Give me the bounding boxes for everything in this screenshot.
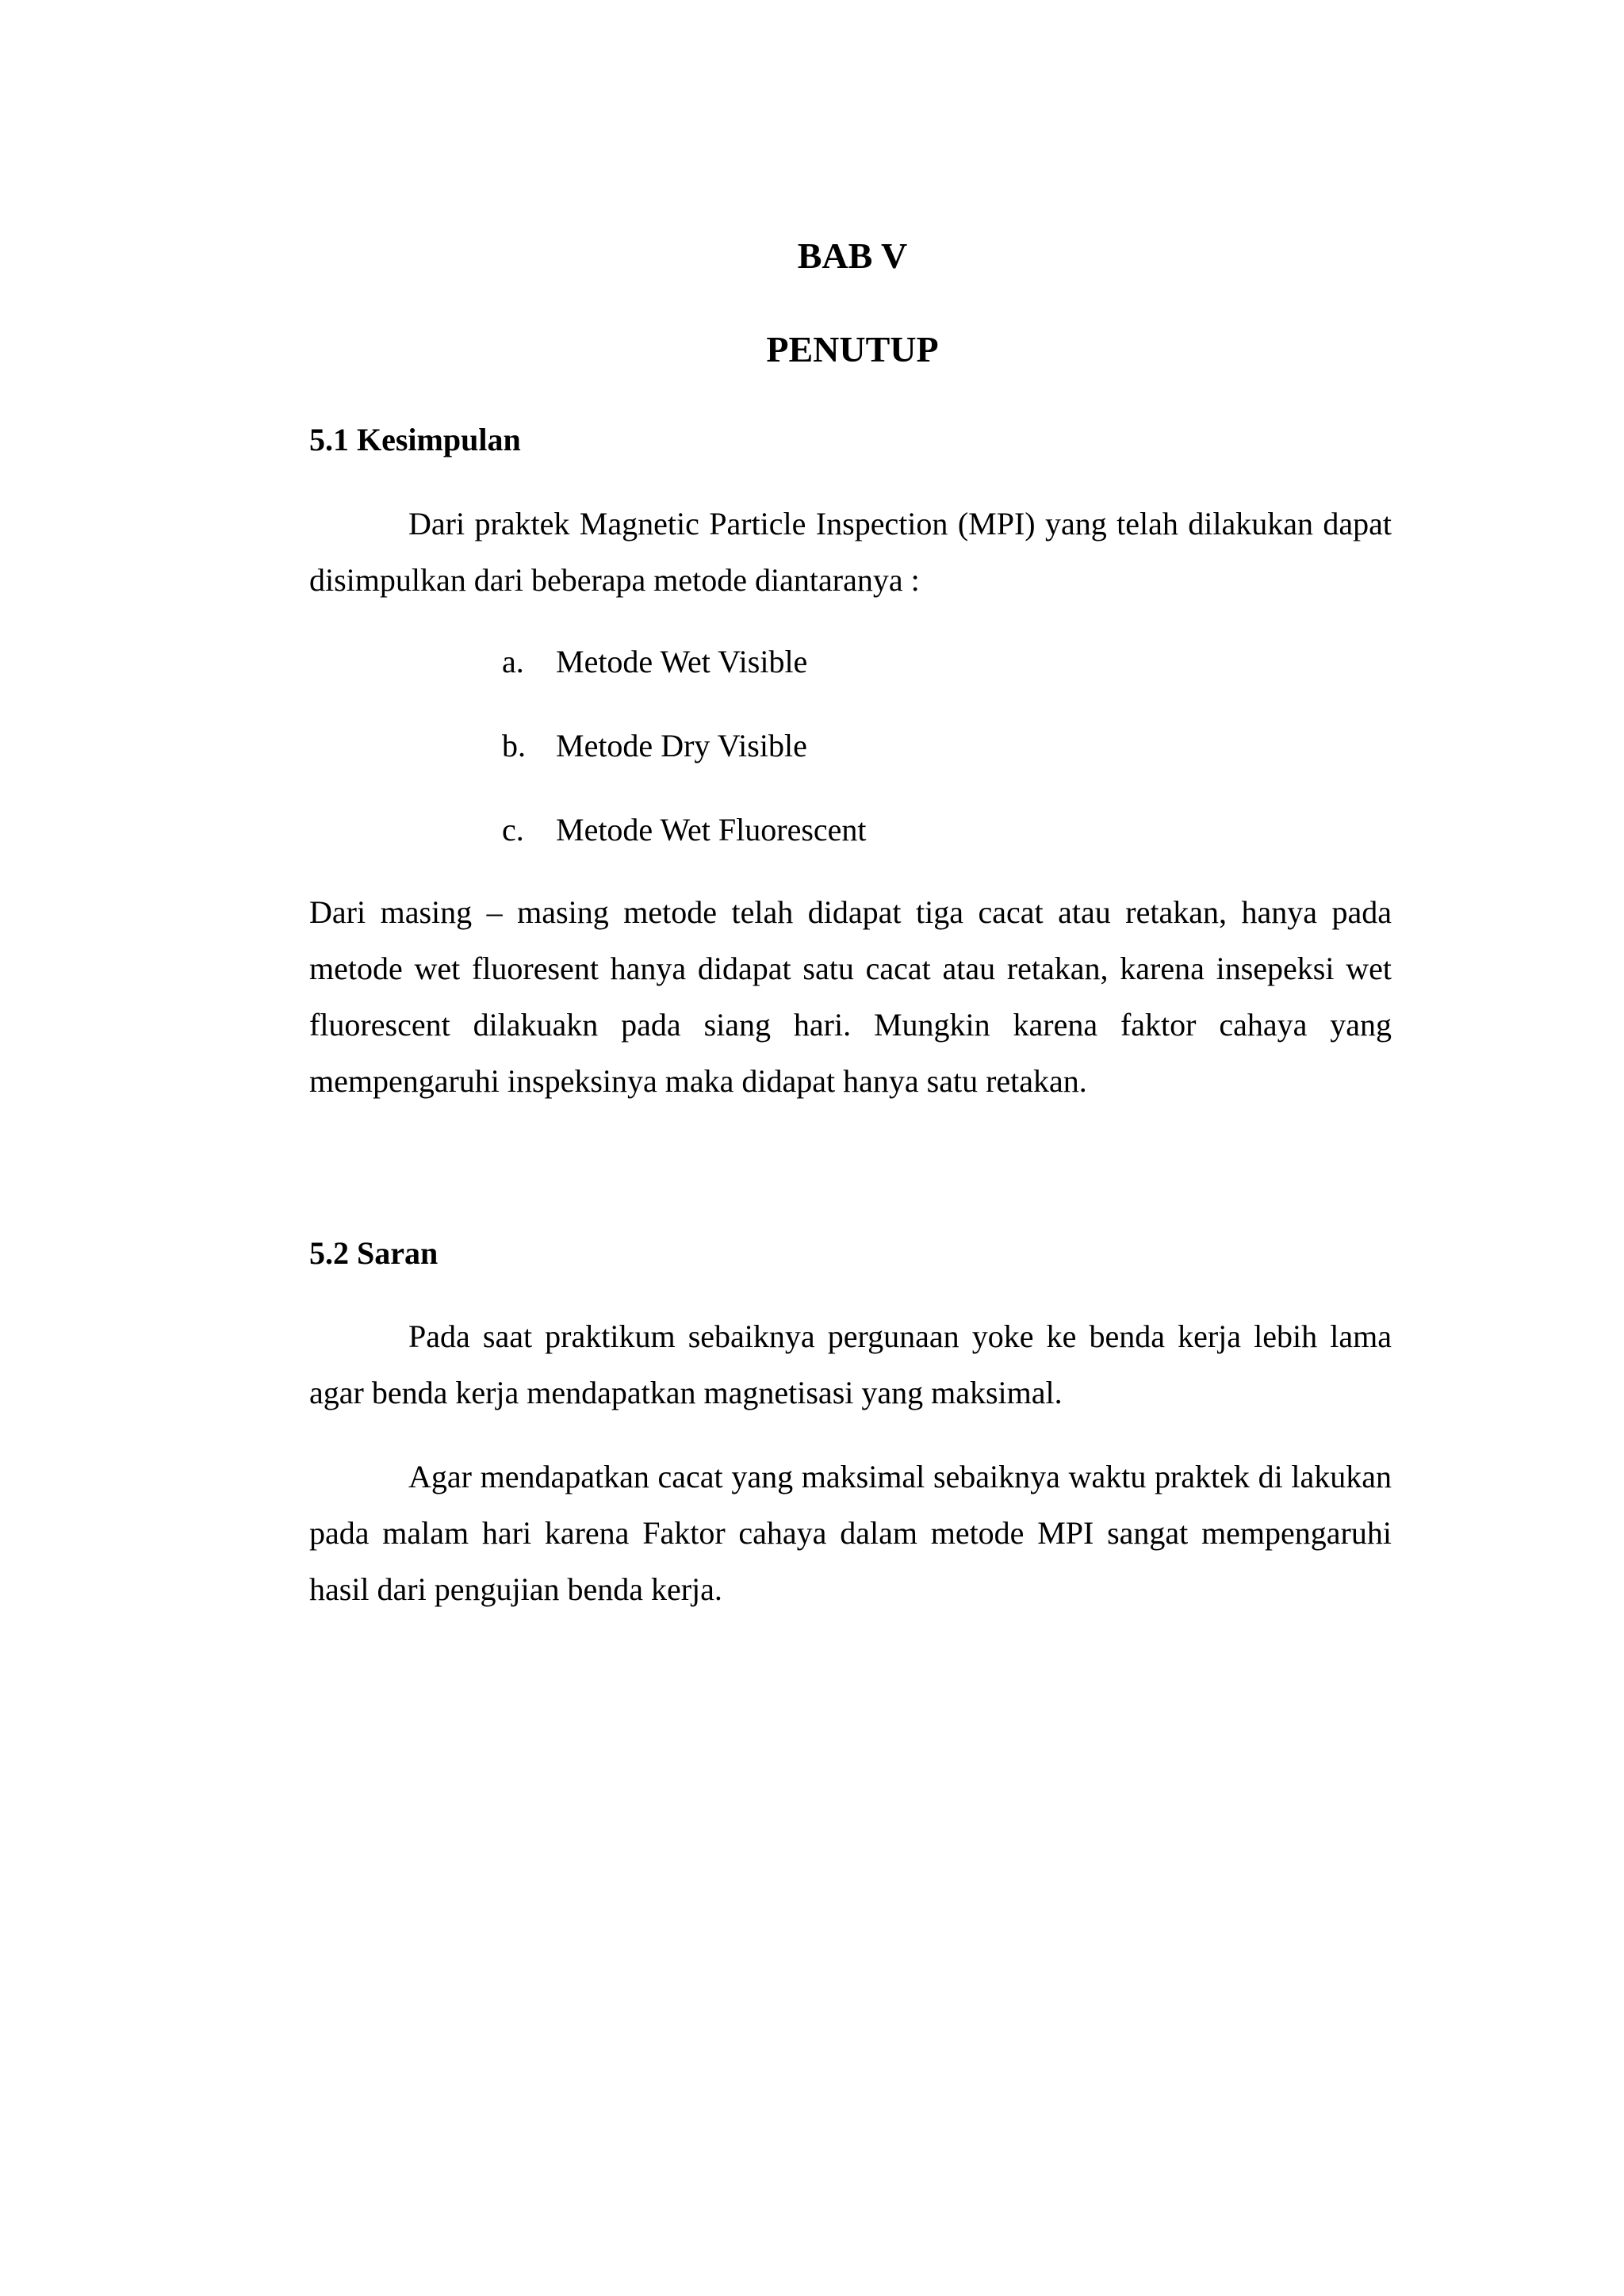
saran-paragraph: Pada saat praktikum sebaiknya pergunaan yoke ke benda kerja lebih lama agar benda kerja mendapatkan magnetisasi yang maksimal.: [309, 1318, 1392, 1410]
list-item-text: Metode Wet Fluorescent: [556, 812, 867, 848]
list-marker: c.: [502, 812, 524, 848]
chapter-number: BAB V: [797, 235, 908, 276]
list-item: [502, 726, 807, 766]
section-heading-saran: 5.2 Saran: [309, 1235, 439, 1271]
list-marker: a.: [502, 644, 524, 679]
chapter-title: PENUTUP: [766, 329, 939, 369]
kesimpulan-conclusion-paragraph: Dari masing – masing metode telah didapat tiga cacat atau retakan, hanya pada metode wet fluoresent hanya didapat satu cacat atau retakan, karena insepeksi wet fluorescent dilakuakn pada siang hari. Mungkin karena faktor cahaya yang mempengaruhi inspeksinya maka didapat hanya satu retakan.: [309, 894, 1392, 1099]
section-heading-kesimpulan: 5.1 Kesimpulan: [309, 422, 521, 457]
list-item-text: Metode Wet Visible: [556, 644, 808, 679]
kesimpulan-intro-paragraph: Dari praktek Magnetic Particle Inspection (MPI) yang telah dilakukan dapat disimpulkan dari beberapa metode diantaranya :: [309, 506, 1392, 598]
list-item: [502, 810, 867, 850]
list-marker: b.: [502, 728, 526, 763]
list-item: [502, 642, 807, 682]
saran-paragraph: Agar mendapatkan cacat yang maksimal sebaiknya waktu praktek di lakukan pada malam hari karena Faktor cahaya dalam metode MPI sangat mempengaruhi hasil dari pengujian benda kerja.: [309, 1459, 1392, 1607]
list-item-text: Metode Dry Visible: [556, 728, 807, 763]
